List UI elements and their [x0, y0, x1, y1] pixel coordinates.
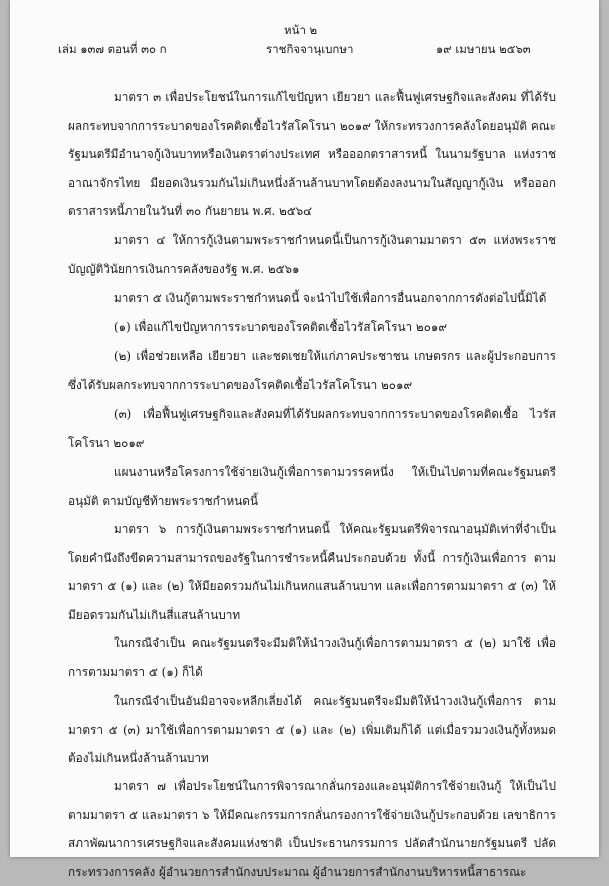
section-6-exception-2: ในกรณีจำเป็นอันมิอาจจะหลีกเลี่ยงได้ คณะรัฐมนตรีจะมีมติให้นำวงเงินกู้เพื่อการ ตามมาตรา ๕ (๓) มาใช้เพื่อการตามมาตรา ๕ (๑) และ (๒) เพิ่มเติมก็ได้ แต่เมื่อรวมวงเงินกู้ทั้งหมด ต้องไม่เกินหนึ่งล้านล้านบาท: [68, 694, 556, 766]
section-5-item-2: (๒) เพื่อช่วยเหลือ เยียวยา และชดเชยให้แก่ภาคประชาชน เกษตรกร และผู้ประกอบการ ซึ่งได้รับผลกระทบจากการระบาดของโรคติดเชื้อไวรัสโคโรนา ๒๐๑๙: [68, 349, 556, 392]
gazette-title: ราชกิจจานุเบกษา: [266, 42, 354, 56]
section-7-paragraph: มาตรา ๗ เพื่อประโยชน์ในการพิจารณากลั่นกรองและอนุมัติการใช้จ่ายเงินกู้ ให้เป็นไป ตามมาตรา ๕ และมาตรา ๖ ให้มีคณะกรรมการกลั่นกรองการใช้จ่ายเงินกู้ประกอบด้วย เลขาธิการ สภาพัฒนาการเศรษฐกิจและสังคมแห่งชาติ เป็นประธานกรรมการ ปลัดสำนักนายกรัฐมนตรี ปลัดกระทรวงการคลัง ผู้อำนวยการสำนักงบประมาณ ผู้อำนวยการสำนักงานบริหารหนี้สาธารณะ: [68, 779, 556, 879]
section-5-plan-paragraph: แผนงานหรือโครงการใช้จ่ายเงินกู้เพื่อการตามวรรคหนึ่ง ให้เป็นไปตามที่คณะรัฐมนตรีอนุมัติ ตามบัญชีท้ายพระราชกำหนดนี้: [68, 465, 556, 508]
section-5-item-1: (๑) เพื่อแก้ไขปัญหาการระบาดของโรคติดเชื้อไวรัสโคโรนา ๒๐๑๙: [114, 320, 448, 334]
section-5-item-3: (๓) เพื่อฟื้นฟูเศรษฐกิจและสังคมที่ได้รับผลกระทบจากการระบาดของโรคติดเชื้อ ไวรัสโคโรนา ๒๐๑๙: [68, 407, 556, 450]
document-page: [10, 0, 599, 879]
volume-issue: เล่ม ๑๓๗ ตอนที่ ๓๐ ก: [58, 42, 167, 56]
section-5-paragraph: มาตรา ๕ เงินกู้ตามพระราชกำหนดนี้ จะนำไปใช้เพื่อการอื่นนอกจากการดังต่อไปนี้มิได้: [114, 291, 547, 305]
section-3-paragraph: มาตรา ๓ เพื่อประโยชน์ในการแก้ไขปัญหา เยียวยา และฟื้นฟูเศรษฐกิจและสังคม ที่ได้รับผลกระทบจากการระบาดของโรคติดเชื้อไวรัสโคโรนา ๒๐๑๙ ให้กระทรวงการคลังโดยอนุมัติ คณะรัฐมนตรีมีอำนาจกู้เงินบาทหรือเงินตราต่างประเทศ หรือออกตราสารหนี้ ในนามรัฐบาล แห่งราชอาณาจักรไทย มียอดเงินรวมกันไม่เกินหนึ่งล้านล้านบาทโดยต้องลงนามในสัญญากู้เงิน หรือออกตราสารหนี้ภายในวันที่ ๓๐ กันยายน พ.ศ. ๒๕๖๔: [68, 90, 556, 219]
section-6-exception-1: ในกรณีจำเป็น คณะรัฐมนตรีจะมีมติให้นำวงเงินกู้เพื่อการตามมาตรา ๕ (๒) มาใช้ เพื่อการตามมาตรา ๕ (๑) ก็ได้: [68, 636, 556, 679]
section-4-paragraph: มาตรา ๔ ให้การกู้เงินตามพระราชกำหนดนี้เป็นการกู้เงินตามมาตรา ๕๓ แห่งพระราชบัญญัติวินัยการเงินการคลังของรัฐ พ.ศ. ๒๕๖๑: [68, 233, 556, 276]
page-number: หน้า ๒: [284, 23, 318, 37]
section-6-paragraph: มาตรา ๖ การกู้เงินตามพระราชกำหนดนี้ ให้คณะรัฐมนตรีพิจารณาอนุมัติเท่าที่จำเป็น โดยคำนึงถึงขีดความสามารถของรัฐในการชำระหนี้คืนประกอบด้วย ทั้งนี้ การกู้เงินเพื่อการ ตามมาตรา ๕ (๑) และ (๒) ให้มียอดรวมกันไม่เกินหกแสนล้านบาท และเพื่อการตามมาตรา ๕ (๓) ให้มียอดรวมกันไม่เกินสี่แสนล้านบาท: [68, 522, 556, 622]
publication-date: ๑๙ เมษายน ๒๕๖๓: [436, 42, 531, 56]
